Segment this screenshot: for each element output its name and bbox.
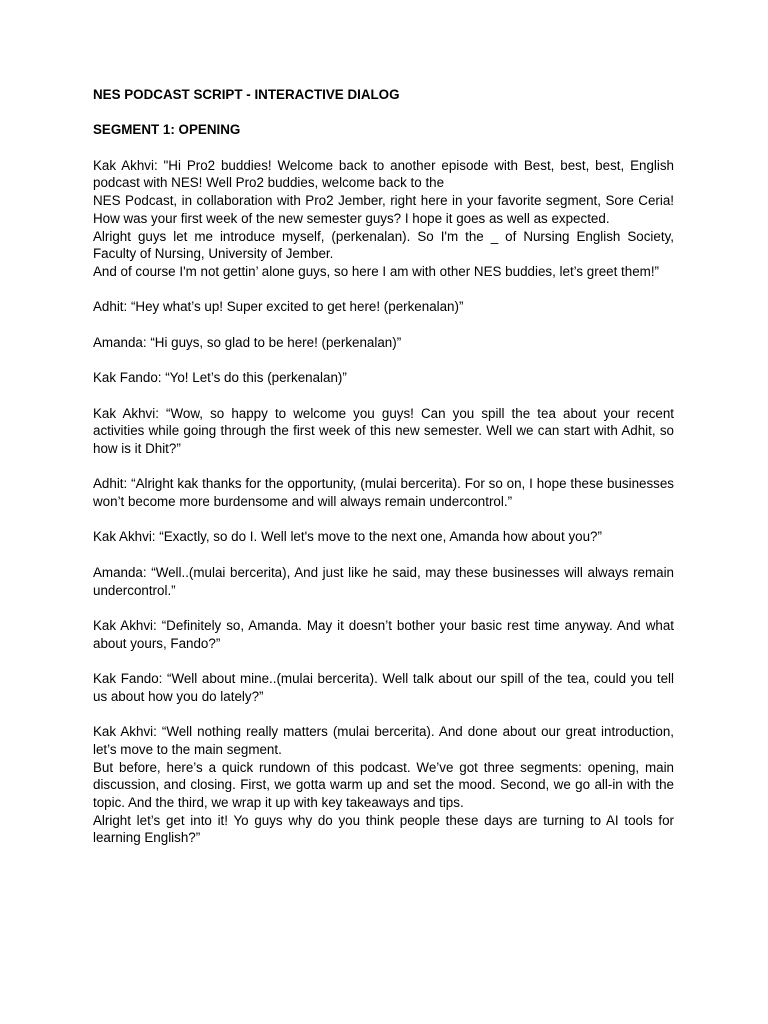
dialog-paragraph: Kak Akhvi: “Exactly, so do I. Well let's move to the next one, Amanda how about you?”	[93, 529, 602, 545]
document-title: NES PODCAST SCRIPT - INTERACTIVE DIALOG	[93, 87, 400, 102]
dialog-block	[93, 475, 674, 510]
dialog-paragraph: Adhit: “Alright kak thanks for the opportunity, (mulai bercerita). For so on, I hope these businesses won’t become more burdensome and will always remain undercontrol.”	[93, 476, 674, 510]
dialog-paragraph: Kak Fando: “Well about mine..(mulai bercerita). Well talk about our spill of the tea, could you tell us about how you do lately?”	[93, 671, 674, 704]
dialog-block	[93, 528, 674, 546]
dialog-paragraph: NES Podcast, in collaboration with Pro2 Jember, right here in your favorite segment, Sore Ceria! How was your first week of the new semester guys? I hope it goes as well as expected.	[93, 193, 674, 226]
dialog-paragraph: Alright let’s get into it! Yo guys why do you think people these days are turning to AI tools for learning English?”	[93, 812, 674, 846]
dialog-paragraph: And of course I'm not gettin’ alone guys, so here I am with other NES buddies, let’s greet them!”	[93, 264, 660, 279]
dialog-block	[93, 564, 674, 599]
dialog-block	[93, 670, 674, 705]
dialog-block	[93, 405, 674, 458]
dialog-block	[93, 369, 674, 387]
dialog-paragraph: Amanda: “Hi guys, so glad to be here! (perkenalan)”	[93, 334, 402, 350]
dialog-paragraph: Adhit: “Hey what’s up! Super excited to get here! (perkenalan)”	[93, 299, 464, 315]
document-page	[93, 86, 674, 847]
dialog-block	[93, 617, 674, 652]
dialog-block	[93, 298, 674, 316]
dialog-paragraph: Kak Akhvi: “Well nothing really matters (mulai bercerita). And done about our great introduction, let’s move to the main segment.	[93, 724, 674, 757]
dialog-paragraph: Amanda: “Well..(mulai bercerita), And just like he said, may these businesses will always remain undercontrol.”	[93, 564, 674, 598]
dialog-paragraph: Kak Fando: “Yo! Let’s do this (perkenalan)”	[93, 370, 347, 386]
dialog-paragraph: Kak Akhvi: “Wow, so happy to welcome you guys! Can you spill the tea about your recent activities while going through the first week of this new semester. Well we can start with Adhit, so how is it Dhit?”	[93, 405, 674, 456]
dialog-paragraph: Alright guys let me introduce myself, (perkenalan). So I'm the _ of Nursing English Society, Faculty of Nursing, University of Jember.	[93, 228, 674, 262]
dialog-block	[93, 334, 674, 352]
script-body	[93, 157, 674, 847]
dialog-paragraph: But before, here’s a quick rundown of this podcast. We’ve got three segments: opening, main discussion, and closing. First, we gotta warm up and set the mood. Second, we go all-in with the topic. And the third, we wrap it up with key takeaways and tips.	[93, 759, 674, 810]
dialog-paragraph: Kak Akhvi: “Definitely so, Amanda. May it doesn’t bother your basic rest time anyway. And what about yours, Fando?”	[93, 617, 674, 651]
dialog-block	[93, 723, 674, 847]
segment-heading: SEGMENT 1: OPENING	[93, 122, 241, 138]
dialog-block	[93, 157, 674, 281]
dialog-paragraph: Kak Akhvi: "Hi Pro2 buddies! Welcome back to another episode with Best, best, best, English podcast with NES! Well Pro2 buddies, welcome back to the	[93, 157, 674, 191]
